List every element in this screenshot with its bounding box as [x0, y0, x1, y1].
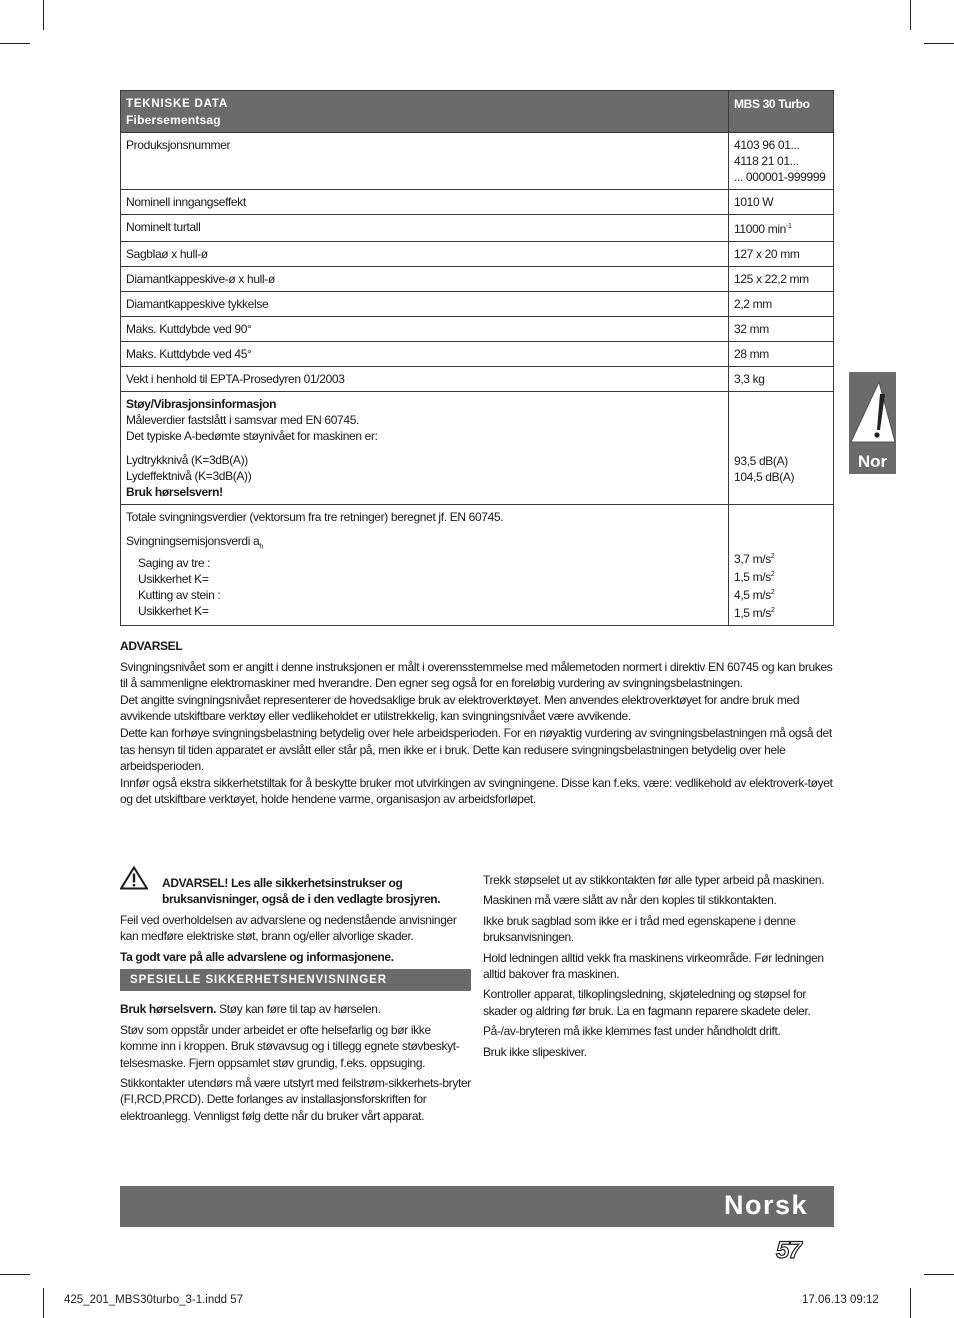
section-heading-bar: SPESIELLE SIKKERHETSHENVISNINGER — [120, 969, 471, 991]
vibration-warning — [120, 638, 834, 808]
safety-keep-note: Ta godt vare på alle advarslene og informasjonene. — [120, 949, 394, 964]
table-header-row — [121, 91, 834, 133]
safety-paragraph: Maskinen må være slått av når den koples til stikkontakten. — [483, 893, 777, 908]
row-value: 28 mm — [729, 342, 834, 367]
row-value: ... 000001-999999 — [734, 170, 826, 184]
table-row — [121, 267, 834, 292]
vibration-uncertainty-label: Usikkerhet K= — [138, 572, 209, 587]
vibration-value: 4,5 m/s — [734, 588, 771, 602]
noise-title: Støy/Vibrasjonsinformasjon — [126, 397, 277, 411]
row-label: Maks. Kuttdybde ved 45° — [121, 342, 729, 367]
row-label: Produksjonsnummer — [121, 133, 729, 190]
crop-mark — [924, 43, 954, 44]
model-name: MBS 30 Turbo — [729, 91, 834, 133]
safety-paragraph: På-/av-bryteren må ikke klemmes fast under håndholdt drift. — [483, 1024, 781, 1039]
row-label: Vekt i henhold til EPTA-Prosedyren 01/2003 — [121, 367, 729, 392]
noise-line: Det typiske A-bedømte støynivået for maskinen er: — [126, 429, 378, 443]
safety-left-column — [120, 866, 471, 1128]
print-slug-file: 425_201_MBS30turbo_3-1.indd 57 — [64, 1294, 244, 1306]
warning-paragraph: Dette kan forhøye svingningsbelastning betydelig over hele arbeidsperioden. For en nøyaktig vurdering av svingningsbelastningen må også det tas hensyn til tiden apparatet er avslått eller står på, men ikke er i bruk. Dette kan redusere svingningsbelastningen betydelig over hele arbeidsperioden. — [120, 725, 832, 774]
safety-paragraph: Bruk ikke slipeskiver. — [483, 1044, 587, 1059]
sound-pressure-value: 93,5 dB(A) — [734, 454, 788, 468]
row-value: 127 x 20 mm — [729, 242, 834, 267]
safety-paragraph: Kontroller apparat, tilkoplingsledning, skjøteledning og støpsel for skader og aldring før bruk. La en fagmann reparere skadete deler. — [483, 987, 811, 1018]
warning-title: ADVARSEL — [120, 639, 183, 653]
vibration-uncertainty-label: Usikkerhet K= — [138, 604, 209, 619]
crop-mark — [910, 0, 911, 30]
safety-paragraph: Ikke bruk sagblad som ikke er i tråd med egenskapene i denne bruksanvisningen. — [483, 913, 796, 945]
row-label: Nominell inngangseffekt — [121, 190, 729, 215]
page-number: 57 — [776, 1237, 801, 1264]
row-value: 2,2 mm — [729, 292, 834, 317]
sound-pressure-label: Lydtrykknivå (K=3dB(A)) — [126, 453, 248, 467]
row-label: Maks. Kuttdybde ved 90° — [121, 317, 729, 342]
safety-right-column — [483, 872, 835, 1064]
hearing-protection-note: Bruk hørselsvern! — [126, 485, 223, 499]
table-row — [121, 190, 834, 215]
row-label: Diamantkappeskive tykkelse — [121, 292, 729, 317]
row-label: Sagblaø x hull-ø — [121, 242, 729, 267]
table-subtitle: Fibersementsag — [126, 113, 221, 127]
vibration-wood-label: Saging av tre : — [138, 556, 211, 571]
vibration-value: 3,7 m/s — [734, 552, 771, 566]
subscript: h — [259, 543, 263, 551]
language-side-tab — [849, 372, 896, 474]
row-value: 11000 min — [734, 222, 786, 236]
warning-triangle-icon — [120, 866, 148, 890]
hearing-protection-bold: Bruk hørselsvern. — [120, 1002, 217, 1017]
unit-exponent: -1 — [786, 223, 792, 230]
crop-mark — [43, 1288, 44, 1318]
safety-paragraph: Trekk støpselet ut av stikkontakten før alle typer arbeid på maskinen. — [483, 873, 825, 887]
sound-power-label: Lydeffektnivå (K=3dB(A)) — [126, 469, 252, 483]
language-tab-label: Nor — [857, 452, 888, 471]
vibration-value: 1,5 m/s — [734, 606, 771, 620]
vibration-stone-label: Kutting av stein : — [138, 588, 221, 603]
table-row — [121, 367, 834, 392]
crop-mark — [0, 1274, 30, 1275]
hearing-protection-text: Støy kan føre til tap av hørselen. — [216, 1002, 381, 1017]
vibration-intro: Totale svingningsverdier (vektorsum fra tre retninger) beregnet jf. EN 60745. — [126, 510, 504, 524]
crop-mark — [910, 1288, 911, 1318]
vibration-row: Totale svingningsverdier (vektorsum fra tre retninger) beregnet jf. EN 60745. Svingningsemisjonsverdi $a_h$ Saging av tre : Usikkerhet K= Kutting av stein : Usikkerhet K= 3,7 $m/s^2$ 1,5 $m/s^2$ 4,5 $m/s^2$ 1,5 $m/s^2$ — [121, 505, 834, 626]
crop-mark — [0, 43, 30, 44]
noise-line: Måleverdier fastslått i samsvar med EN 60745. — [126, 413, 360, 427]
table-row — [121, 342, 834, 367]
row-value: 1010 W — [729, 190, 834, 215]
row-value: 125 x 22,2 mm — [729, 267, 834, 292]
safety-paragraph: Støv som oppstår under arbeidet er ofte helsefarlig og bør ikke komme inn i kroppen. Bruk støvavsug og i tillegg egnete støvbeskyt-telsesmaske. Fjern oppsamlet støv grundig, f.eks. oppsuging. — [120, 1022, 460, 1070]
print-slug-date: 17.06.13 09:12 — [802, 1294, 879, 1306]
table-row — [121, 292, 834, 317]
table-row — [121, 215, 834, 242]
warning-paragraph: Det angitte svingningsnivået representerer de hovedsaklige bruk av elektroverktøyet. Men anvendes elektroverktøyet for andre bruk med avvikende utskiftbare verktøy eller vedlikeholdet er utilstrekkelig, kan svingningsnivået være avvikende. — [120, 692, 800, 724]
footer-language-label: Norsk — [723, 1190, 808, 1220]
warning-paragraph: Innfør også ekstra sikkerhetstiltak for å beskytte bruker mot utvirkingen av svingningene. Disse kan f.eks. være: vedlikehold av elektroverk-tøyet og det utskiftbare verktøyet, holde hendene varme, organisasjon av arbeidsforløpet. — [120, 775, 833, 807]
safety-paragraph: Feil ved overholdelsen av advarslene og nedenstående anvisninger kan medføre elektriske støt, brann og/eller alvorlige skader. — [120, 912, 457, 944]
technical-data-table — [120, 90, 834, 626]
crop-mark — [924, 1274, 954, 1275]
table-row — [121, 317, 834, 342]
crop-mark — [43, 0, 44, 30]
noise-row — [121, 392, 834, 505]
warning-paragraph: Svingningsnivået som er angitt i denne instruksjonen er målt i overensstemmelse med målemetoden normert i direktiv EN 60745 og kan brukes til å sammenligne elektromaskiner med hverandre. Den egner seg også for en foreløbig vurdering av svingningsbelastningen. — [120, 659, 833, 691]
table-row — [121, 242, 834, 267]
safety-paragraph: Hold ledningen alltid vekk fra maskinens virkeområde. Før ledningen alltid bakover fra maskinen. — [483, 950, 824, 982]
sound-power-value: 104,5 dB(A) — [734, 470, 795, 484]
row-value: 4103 96 01... — [734, 138, 800, 152]
vibration-value: 1,5 m/s — [734, 570, 771, 584]
row-value: 3,3 kg — [729, 367, 834, 392]
row-value: 32 mm — [729, 317, 834, 342]
safety-warning-heading: ADVARSEL! Les alle sikkerhetsinstrukser og bruksanvisninger, også de i den vedlagte brosjyren. — [162, 876, 441, 907]
safety-paragraph: Stikkontakter utendørs må være utstyrt med feilstrøm-sikkerhets-bryter (FI,RCD,PRCD). Dette forlanges av installasjonsforskriften for elektroanlegg. Vennligst følg dette når du bruker vårt apparat. — [120, 1076, 471, 1123]
table-title: TEKNISKE DATA — [126, 98, 228, 110]
table-row — [121, 133, 834, 190]
footer-language-bar — [120, 1186, 834, 1227]
warning-exclamation-icon — [849, 372, 896, 450]
row-value: 4118 21 01... — [734, 154, 799, 168]
row-label: Nominelt turtall — [121, 215, 729, 242]
vibration-emission-label: Svingningsemisjonsverdi a — [126, 534, 260, 548]
row-label: Diamantkappeskive-ø x hull-ø — [121, 267, 729, 292]
